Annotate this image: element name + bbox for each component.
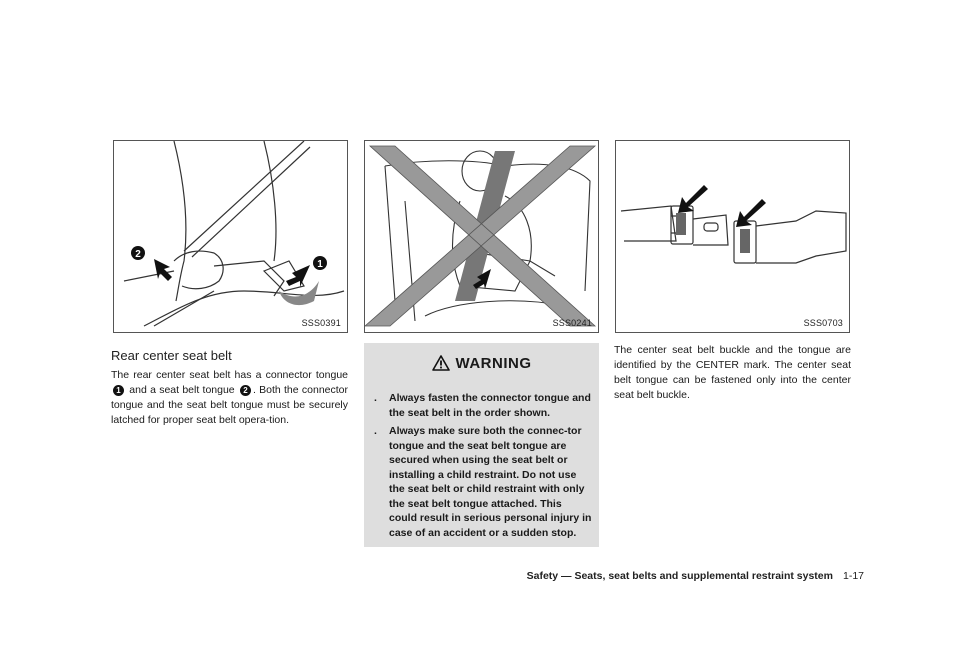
bullet-icon: . <box>374 392 377 404</box>
figure-code: SSS0391 <box>301 318 341 328</box>
buckle-tongue-illustration <box>616 141 849 332</box>
figure-code: SSS0703 <box>803 318 843 328</box>
figure-rear-center-belt <box>113 140 348 333</box>
body-text-3: . Both the connector tongue and the seat belt tongue must be securely latched for proper seat belt opera-tion. <box>111 384 348 426</box>
body-text-1: The rear center seat belt has a connector tongue <box>111 369 348 381</box>
warning-item <box>374 424 592 540</box>
callout-1-badge: 1 <box>113 385 124 396</box>
section-heading: Rear center seat belt <box>111 348 232 363</box>
warning-list <box>374 391 592 544</box>
body-text-2: and a seat belt tongue <box>129 384 235 396</box>
figure-code: SSS0241 <box>552 318 592 328</box>
figure-buckle-and-tongue <box>615 140 850 333</box>
center-buckle-section <box>614 343 851 403</box>
warning-item <box>374 391 592 420</box>
seated-person-illustration <box>114 141 347 332</box>
warning-item-text: Always make sure both the connec-tor tongue and the seat belt tongue are secured when using the seat belt or installing a child restraint. Do not use the seat belt or child restraint with only the seat belt tongue attached. This could result in serious personal injury in case of an accident or a sudden stop. <box>389 425 592 539</box>
section-body <box>111 368 348 428</box>
warning-item-text: Always fasten the connector tongue and the seat belt in the order shown. <box>389 392 591 419</box>
rear-center-belt-section <box>111 345 348 428</box>
bullet-icon: . <box>374 425 377 437</box>
child-seat-illustration <box>365 141 598 332</box>
warning-header <box>364 355 599 372</box>
figure-incorrect-usage <box>364 140 599 333</box>
footer-section-title: Safety — Seats, seat belts and supplemental restraint system <box>526 570 833 582</box>
page-number: 1-17 <box>842 570 864 582</box>
center-buckle-text: The center seat belt buckle and the tongue are identified by the CENTER mark. The center seat belt tongue can be fastened only into the center seat belt buckle. <box>614 344 851 401</box>
warning-box <box>364 343 599 547</box>
warning-title: WARNING <box>455 355 532 372</box>
warning-triangle-icon <box>432 355 450 371</box>
svg-text:1: 1 <box>317 259 323 270</box>
svg-text:2: 2 <box>135 249 141 260</box>
page-footer <box>527 570 864 582</box>
callout-2-badge: 2 <box>240 385 251 396</box>
